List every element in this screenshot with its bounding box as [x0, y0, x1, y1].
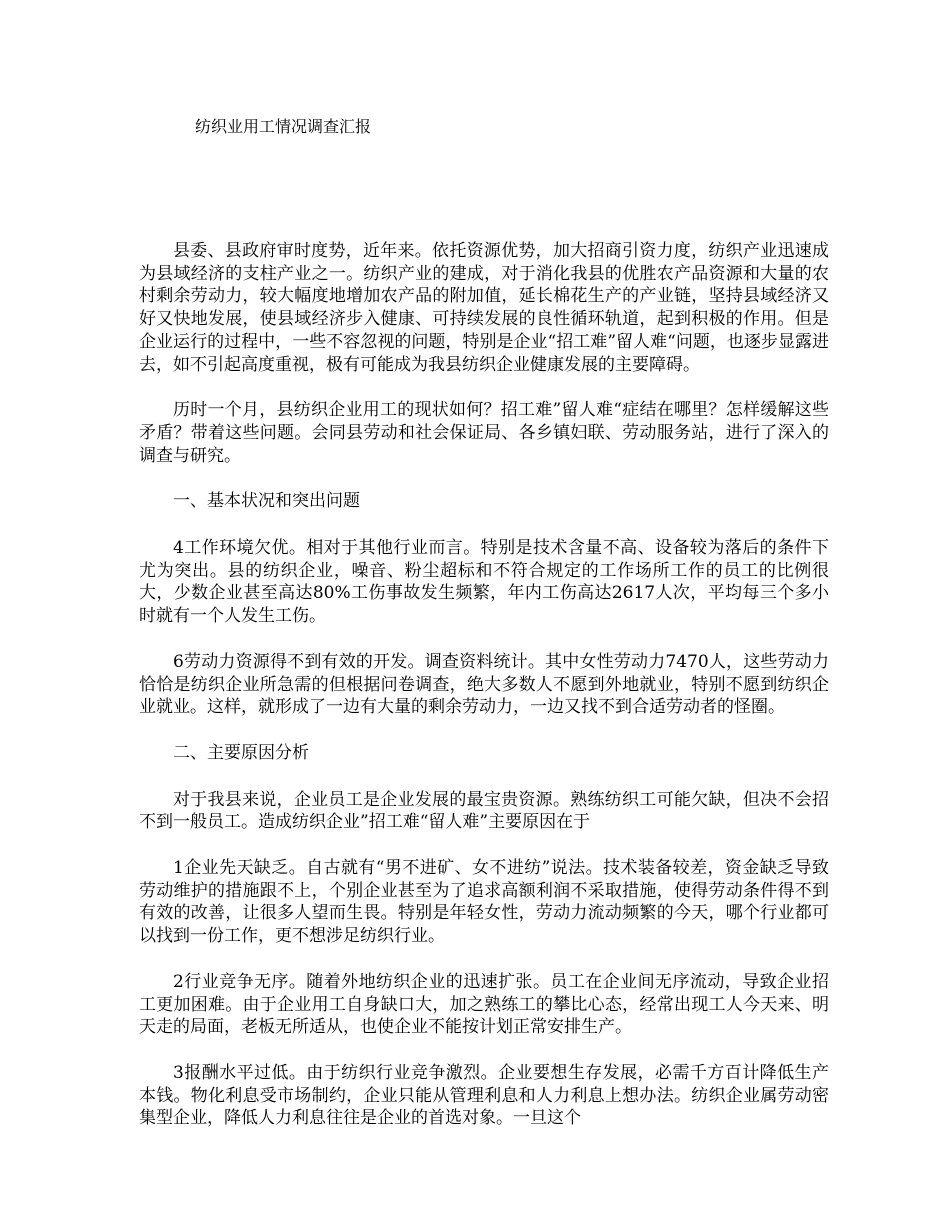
paragraph-labor-resources: 6劳动力资源得不到有效的开发。调查资料统计。其中女性劳动力7470人，这些劳动力恰恰是纺织企业所急需的但根据问卷调查，绝大多数人不愿到外地就业，特别不愿到纺织企业就业。这样，就形成了一边有大量的剩余劳动力，一边又找不到合适劳动者的怪圈。: [139, 651, 829, 718]
section-heading-basic-status: 一、基本状况和突出问题: [173, 491, 360, 512]
paragraph-cause-3: 3报酬水平过低。由于纺织行业竞争激烈。企业要想生存发展，必需千方百计降低生产本钱。物化利息受市场制约，企业只能从管理利息和人力利息上想办法。纺织企业属劳动密集型企业，降低人力利息往往是企业的首选对象。一旦这个: [139, 1062, 829, 1129]
document-body: [139, 240, 829, 1153]
document-title: 纺织业用工情况调查汇报: [195, 117, 372, 136]
paragraph-cause-1: 1企业先天缺乏。自古就有“男不进矿、女不进纺”说法。技术装备较差，资金缺乏导致劳动维护的措施跟不上，个别企业甚至为了追求高额利润不采取措施，使得劳动条件得不到有效的改善，让很多人望而生畏。特别是年轻女性，劳动力流动频繁的今天，哪个行业都可以找到一份工作，更不想涉足纺织行业。: [139, 858, 829, 947]
section-heading-cause-analysis: 二、主要原因分析: [173, 742, 309, 763]
paragraph-causes-intro: 对于我县来说，企业员工是企业发展的最宝贵资源。熟练纺织工可能欠缺，但决不会招不到一般员工。造成纺织企业”招工难“留人难”主要原因在于: [139, 789, 829, 833]
paragraph-survey: 历时一个月，县纺织企业用工的现状如何？招工难”留人难“症结在哪里？怎样缓解这些矛盾？带着这些问题。会同县劳动和社会保证局、各乡镇妇联、劳动服务站，进行了深入的调查与研究。: [139, 400, 829, 466]
paragraph-cause-2: 2行业竞争无序。随着外地纺织企业的迅速扩张。员工在企业间无序流动，导致企业招工更加困难。由于企业用工自身缺口大，加之熟练工的攀比心态，经常出现工人今天来、明天走的局面，老板无所适从，也使企业不能按计划正常安排生产。: [139, 971, 829, 1038]
paragraph-work-environment: 4工作环境欠优。相对于其他行业而言。特别是技术含量不高、设备较为落后的条件下尤为突出。县的纺织企业，噪音、粉尘超标和不符合规定的工作场所工作的员工的比例很大，少数企业甚至高达80%工伤事故发生频繁，年内工伤高达2617人次，平均每三个多小时就有一个人发生工伤。: [139, 538, 829, 627]
paragraph-intro: 县委、县政府审时度势，近年来。依托资源优势，加大招商引资力度，纺织产业迅速成为县域经济的支柱产业之一。纺织产业的建成，对于消化我县的优胜农产品资源和大量的农村剩余劳动力，较大幅度地增加农产品的附加值，延长棉花生产的产业链，坚持县域经济又好又快地发展，使县域经济步入健康、可持续发展的良性循环轨道，起到积极的作用。但是企业运行的过程中，一些不容忽视的问题，特别是企业“招工难”留人难“问题，也逐步显露进去，如不引起高度重视，极有可能成为我县纺织企业健康发展的主要障碍。: [139, 241, 829, 375]
